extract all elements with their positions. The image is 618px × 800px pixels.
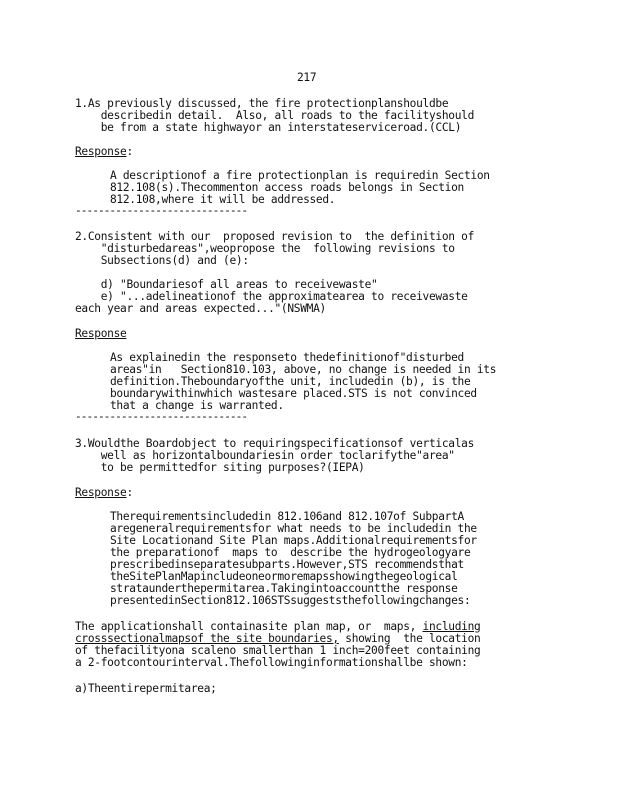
item1-line: 1.As previously discussed, the fire protectionplanshouldbe (75, 97, 449, 110)
response-heading (75, 487, 133, 499)
response-line: prescribedinseparatesubparts.However,STS recommendsthat (110, 558, 464, 571)
proposal-text: The applicationshall containasite plan map, or maps, (75, 620, 423, 633)
response-suffix: : (126, 486, 133, 499)
response-line: As explainedin the responseto thedefinitionof"disturbed (110, 351, 464, 364)
response-suffix: : (126, 145, 133, 158)
proposal-line: a 2-footcontourinterval.Thefollowinginformationshallbe shown: (75, 656, 468, 669)
item2-line: 2.Consistent with our proposed revision to the definition of (75, 230, 474, 243)
separator-rule: ------------------------------ (75, 410, 248, 423)
item2-sub-line: d) "Boundariesof all areas to receivewaste" (75, 278, 378, 291)
response-label: Response (75, 145, 127, 158)
item3-line: well as horizontalboundariesin order toclarifythe"area" (75, 449, 455, 462)
response-line: areas"in Section810.103, above, no change is needed in its (110, 363, 497, 376)
proposal-text: showing the location (338, 632, 481, 645)
response-line: presentedinSection812.106STSsuggeststhefollowingchanges: (110, 594, 471, 607)
proposal-underlined-text: including (422, 620, 481, 633)
item3-line: 3.Wouldthe Boardobject to requiringspecificationsof verticalas (75, 437, 474, 450)
proposal-line: of thefacilityona scaleno smallerthan 1 inch=200feet containing (75, 644, 481, 657)
response-label: Response (75, 327, 127, 340)
page-number: 217 (297, 71, 317, 84)
response-heading (75, 146, 133, 158)
response-line: Therequirementsincludedin 812.106and 812.107of SubpartA (110, 510, 464, 523)
proposal-underlined-text: crosssectionalmapsof the site boundaries, (75, 632, 339, 645)
response-line: the preparationof maps to describe the hydrogeologyare (110, 546, 471, 559)
proposal-item-a: a)Theentirepermitarea; (75, 682, 217, 695)
response-label: Response (75, 486, 127, 499)
item1-line: describedin detail. Also, all roads to the facilityshould (75, 109, 474, 122)
response-line: that a change is warranted. (110, 399, 284, 412)
response-line: 812.108(s).Thecommenton access roads belongs in Section (110, 181, 464, 194)
response-heading (75, 328, 126, 340)
item3-line: to be permittedfor siting purposes?(IEPA) (75, 461, 365, 474)
item1-line: be from a state highwayor an interstateserviceroad.(CCL) (75, 121, 462, 134)
response-line: strataunderthepermitarea.Takingintoaccountthe response (110, 582, 458, 595)
response-line: definition.Theboundaryofthe unit, includedin (b), is the (110, 375, 471, 388)
item2-line: Subsections(d) and (e): (75, 254, 249, 267)
response-line: theSitePlanMapincludeoneormoremapsshowingthegeological (110, 570, 458, 583)
response-line: 812.108,where it will be addressed. (110, 193, 336, 206)
separator-rule: ------------------------------ (75, 204, 248, 217)
response-line: boundarywithinwhich wastesare placed.STS is not convinced (110, 387, 477, 400)
item2-sub-line: each year and areas expected..."(NSWMA) (75, 302, 326, 315)
item2-sub-line: e) "...adelineationof the approximatearea to receivewaste (75, 290, 468, 303)
response-line: A descriptionof a fire protectionplan is requiredin Section (110, 169, 490, 182)
response-line: aregeneralrequirementsfor what needs to be includedin the (110, 522, 477, 535)
response-line: Site Locationand Site Plan maps.Additionalrequirementsfor (110, 534, 477, 547)
item2-line: "disturbedareas",weopropose the following revisions to (75, 242, 455, 255)
